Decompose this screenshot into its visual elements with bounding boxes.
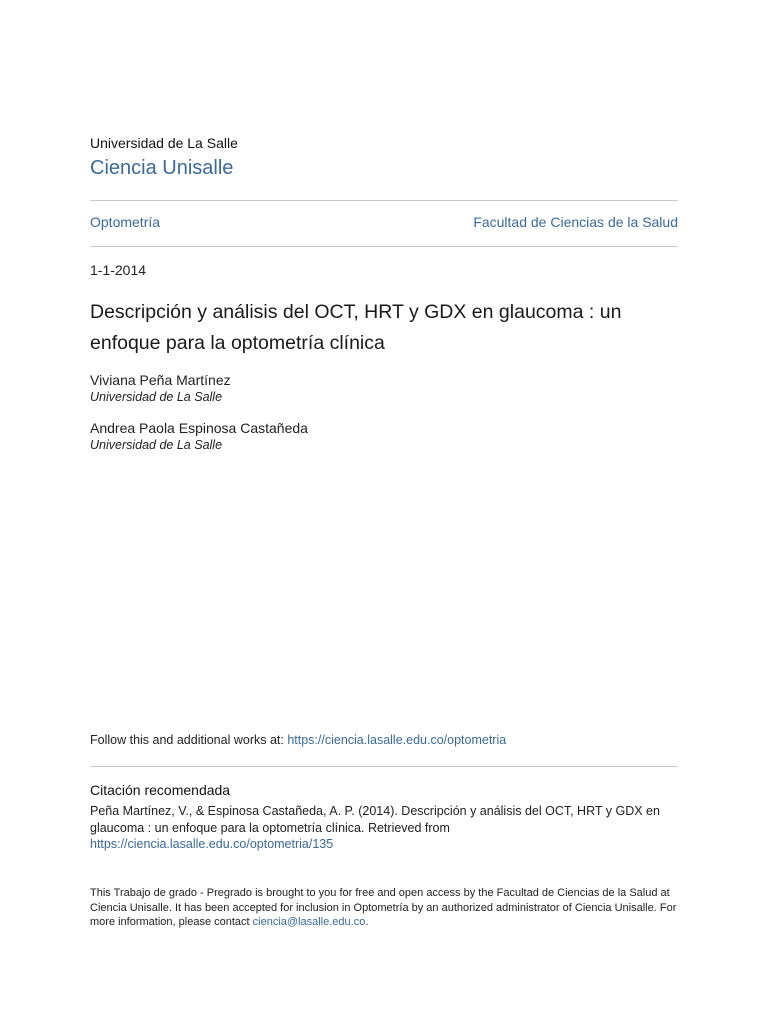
author-name: Andrea Paola Espinosa Castañeda — [90, 420, 308, 436]
divider-top — [90, 200, 678, 201]
institution-name: Universidad de La Salle — [90, 135, 238, 151]
contact-email-link[interactable]: ciencia@lasalle.edu.co — [252, 916, 366, 928]
author-name: Viviana Peña Martínez — [90, 372, 231, 388]
notice-suffix: . — [365, 916, 369, 928]
document-title: Descripción y análisis del OCT, HRT y GDX en glaucoma : un enfoque para la optometría clínica — [90, 301, 622, 354]
author-affiliation: Universidad de La Salle — [90, 390, 223, 404]
author-block-1 — [90, 372, 231, 405]
follow-text: Follow this and additional works at: — [90, 733, 288, 747]
citation-link[interactable]: https://ciencia.lasalle.edu.co/optometria/135 — [90, 837, 334, 851]
notice-text: This Trabajo de grado - Pregrado is brought to you for free and open access by the Facultad de Ciencias de la Salud at Ciencia Unisalle. It has been accepted for inclusion in Optometría by an authorized administrator of Ciencia Unisalle. For more information, please contact — [90, 887, 677, 928]
citation-heading: Citación recomendada — [90, 782, 231, 798]
collection-link-faculty[interactable]: Facultad de Ciencias de la Salud — [473, 214, 678, 230]
divider-citation — [90, 766, 678, 767]
repository-link[interactable]: Ciencia Unisalle — [90, 157, 234, 179]
follow-link[interactable]: https://ciencia.lasalle.edu.co/optometria — [287, 733, 507, 747]
cover-page — [90, 0, 678, 1024]
divider-collections — [90, 246, 678, 247]
citation-text — [90, 803, 678, 853]
collection-bar — [90, 214, 678, 230]
citation-body: Peña Martínez, V., & Espinosa Castañeda, A. P. (2014). Descripción y análisis del OCT, HRT y GDX en glaucoma : un enfoque para la optometría clínica. Retrieved from — [90, 804, 660, 835]
author-affiliation: Universidad de La Salle — [90, 438, 223, 452]
access-notice — [90, 886, 678, 930]
collection-link-optometria[interactable]: Optometría — [90, 214, 161, 230]
follow-line — [90, 733, 506, 747]
publication-date: 1-1-2014 — [90, 262, 147, 278]
author-block-2 — [90, 420, 308, 453]
